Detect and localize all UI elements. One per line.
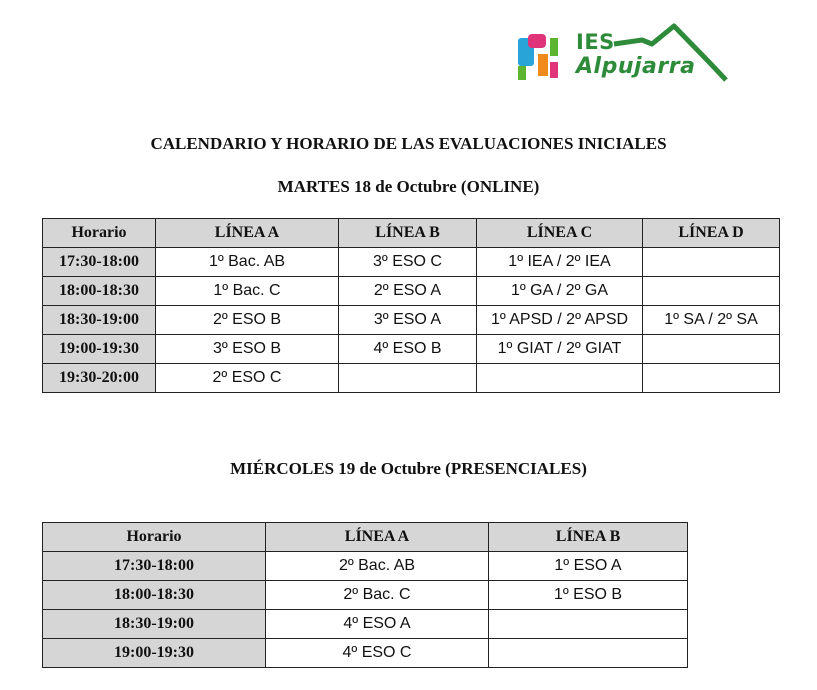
table-cell xyxy=(489,610,688,639)
table-row xyxy=(43,364,780,393)
table-cell: 1º Bac. AB xyxy=(156,248,339,277)
table-cell: 1º IEA / 2º IEA xyxy=(477,248,643,277)
table-cell: 1º GIAT / 2º GIAT xyxy=(477,335,643,364)
header-linea-b: LÍNEA B xyxy=(489,523,688,552)
presencial-heading: MIÉRCOLES 19 de Octubre (PRESENCIALES) xyxy=(230,459,587,478)
online-schedule-table xyxy=(42,218,780,393)
table-cell: 1º ESO A xyxy=(489,552,688,581)
table-cell xyxy=(477,364,643,393)
presencial-schedule-table xyxy=(42,522,688,668)
time-cell: 18:00-18:30 xyxy=(43,277,156,306)
time-cell: 18:30-19:00 xyxy=(43,610,266,639)
time-cell: 17:30-18:00 xyxy=(43,248,156,277)
table-cell: 1º ESO B xyxy=(489,581,688,610)
table-row xyxy=(43,306,780,335)
table-cell: 1º GA / 2º GA xyxy=(477,277,643,306)
logo-text-alpujarra: Alpujarra xyxy=(576,54,696,79)
table-cell: 3º ESO A xyxy=(339,306,477,335)
table-cell: 4º ESO B xyxy=(339,335,477,364)
time-cell: 17:30-18:00 xyxy=(43,552,266,581)
table-cell: 1º APSD / 2º APSD xyxy=(477,306,643,335)
time-cell: 18:30-19:00 xyxy=(43,306,156,335)
table-row xyxy=(43,277,780,306)
logo-block-pink xyxy=(528,34,546,48)
header-linea-a: LÍNEA A xyxy=(156,219,339,248)
logo-text-ies: IES xyxy=(576,30,615,54)
table-cell: 3º ESO B xyxy=(156,335,339,364)
table-row xyxy=(43,335,780,364)
table-cell: 3º ESO C xyxy=(339,248,477,277)
table-row xyxy=(43,581,688,610)
header-linea-a: LÍNEA A xyxy=(266,523,489,552)
time-cell: 19:30-20:00 xyxy=(43,364,156,393)
table-cell: 2º ESO A xyxy=(339,277,477,306)
header-horario: Horario xyxy=(43,219,156,248)
time-cell: 18:00-18:30 xyxy=(43,581,266,610)
logo-block-orange xyxy=(538,54,548,76)
logo-block-green-2 xyxy=(550,38,558,56)
table-cell: 2º ESO B xyxy=(156,306,339,335)
time-cell: 19:00-19:30 xyxy=(43,639,266,668)
logo-block-pink-2 xyxy=(550,62,558,78)
table-cell: 2º Bac. AB xyxy=(266,552,489,581)
online-heading: MARTES 18 de Octubre (ONLINE) xyxy=(277,177,540,196)
table-cell: 1º Bac. C xyxy=(156,277,339,306)
document-title: CALENDARIO Y HORARIO DE LAS EVALUACIONES INICIALES xyxy=(150,134,667,153)
header-horario: Horario xyxy=(43,523,266,552)
table-cell: 2º Bac. C xyxy=(266,581,489,610)
table-cell: 2º ESO C xyxy=(156,364,339,393)
table-cell xyxy=(643,364,780,393)
table-cell xyxy=(643,335,780,364)
school-logo xyxy=(514,22,729,86)
table-cell xyxy=(643,277,780,306)
table-row xyxy=(43,248,780,277)
table-header-row xyxy=(43,219,780,248)
header-linea-c: LÍNEA C xyxy=(477,219,643,248)
logo-block-green xyxy=(518,66,526,80)
time-cell: 19:00-19:30 xyxy=(43,335,156,364)
header-linea-b: LÍNEA B xyxy=(339,219,477,248)
table-cell xyxy=(489,639,688,668)
table-header-row xyxy=(43,523,688,552)
table-cell: 4º ESO C xyxy=(266,639,489,668)
header-linea-d: LÍNEA D xyxy=(643,219,780,248)
table-cell xyxy=(339,364,477,393)
table-row xyxy=(43,552,688,581)
table-cell: 1º SA / 2º SA xyxy=(643,306,780,335)
table-cell: 4º ESO A xyxy=(266,610,489,639)
table-row xyxy=(43,639,688,668)
table-row xyxy=(43,610,688,639)
table-cell xyxy=(643,248,780,277)
